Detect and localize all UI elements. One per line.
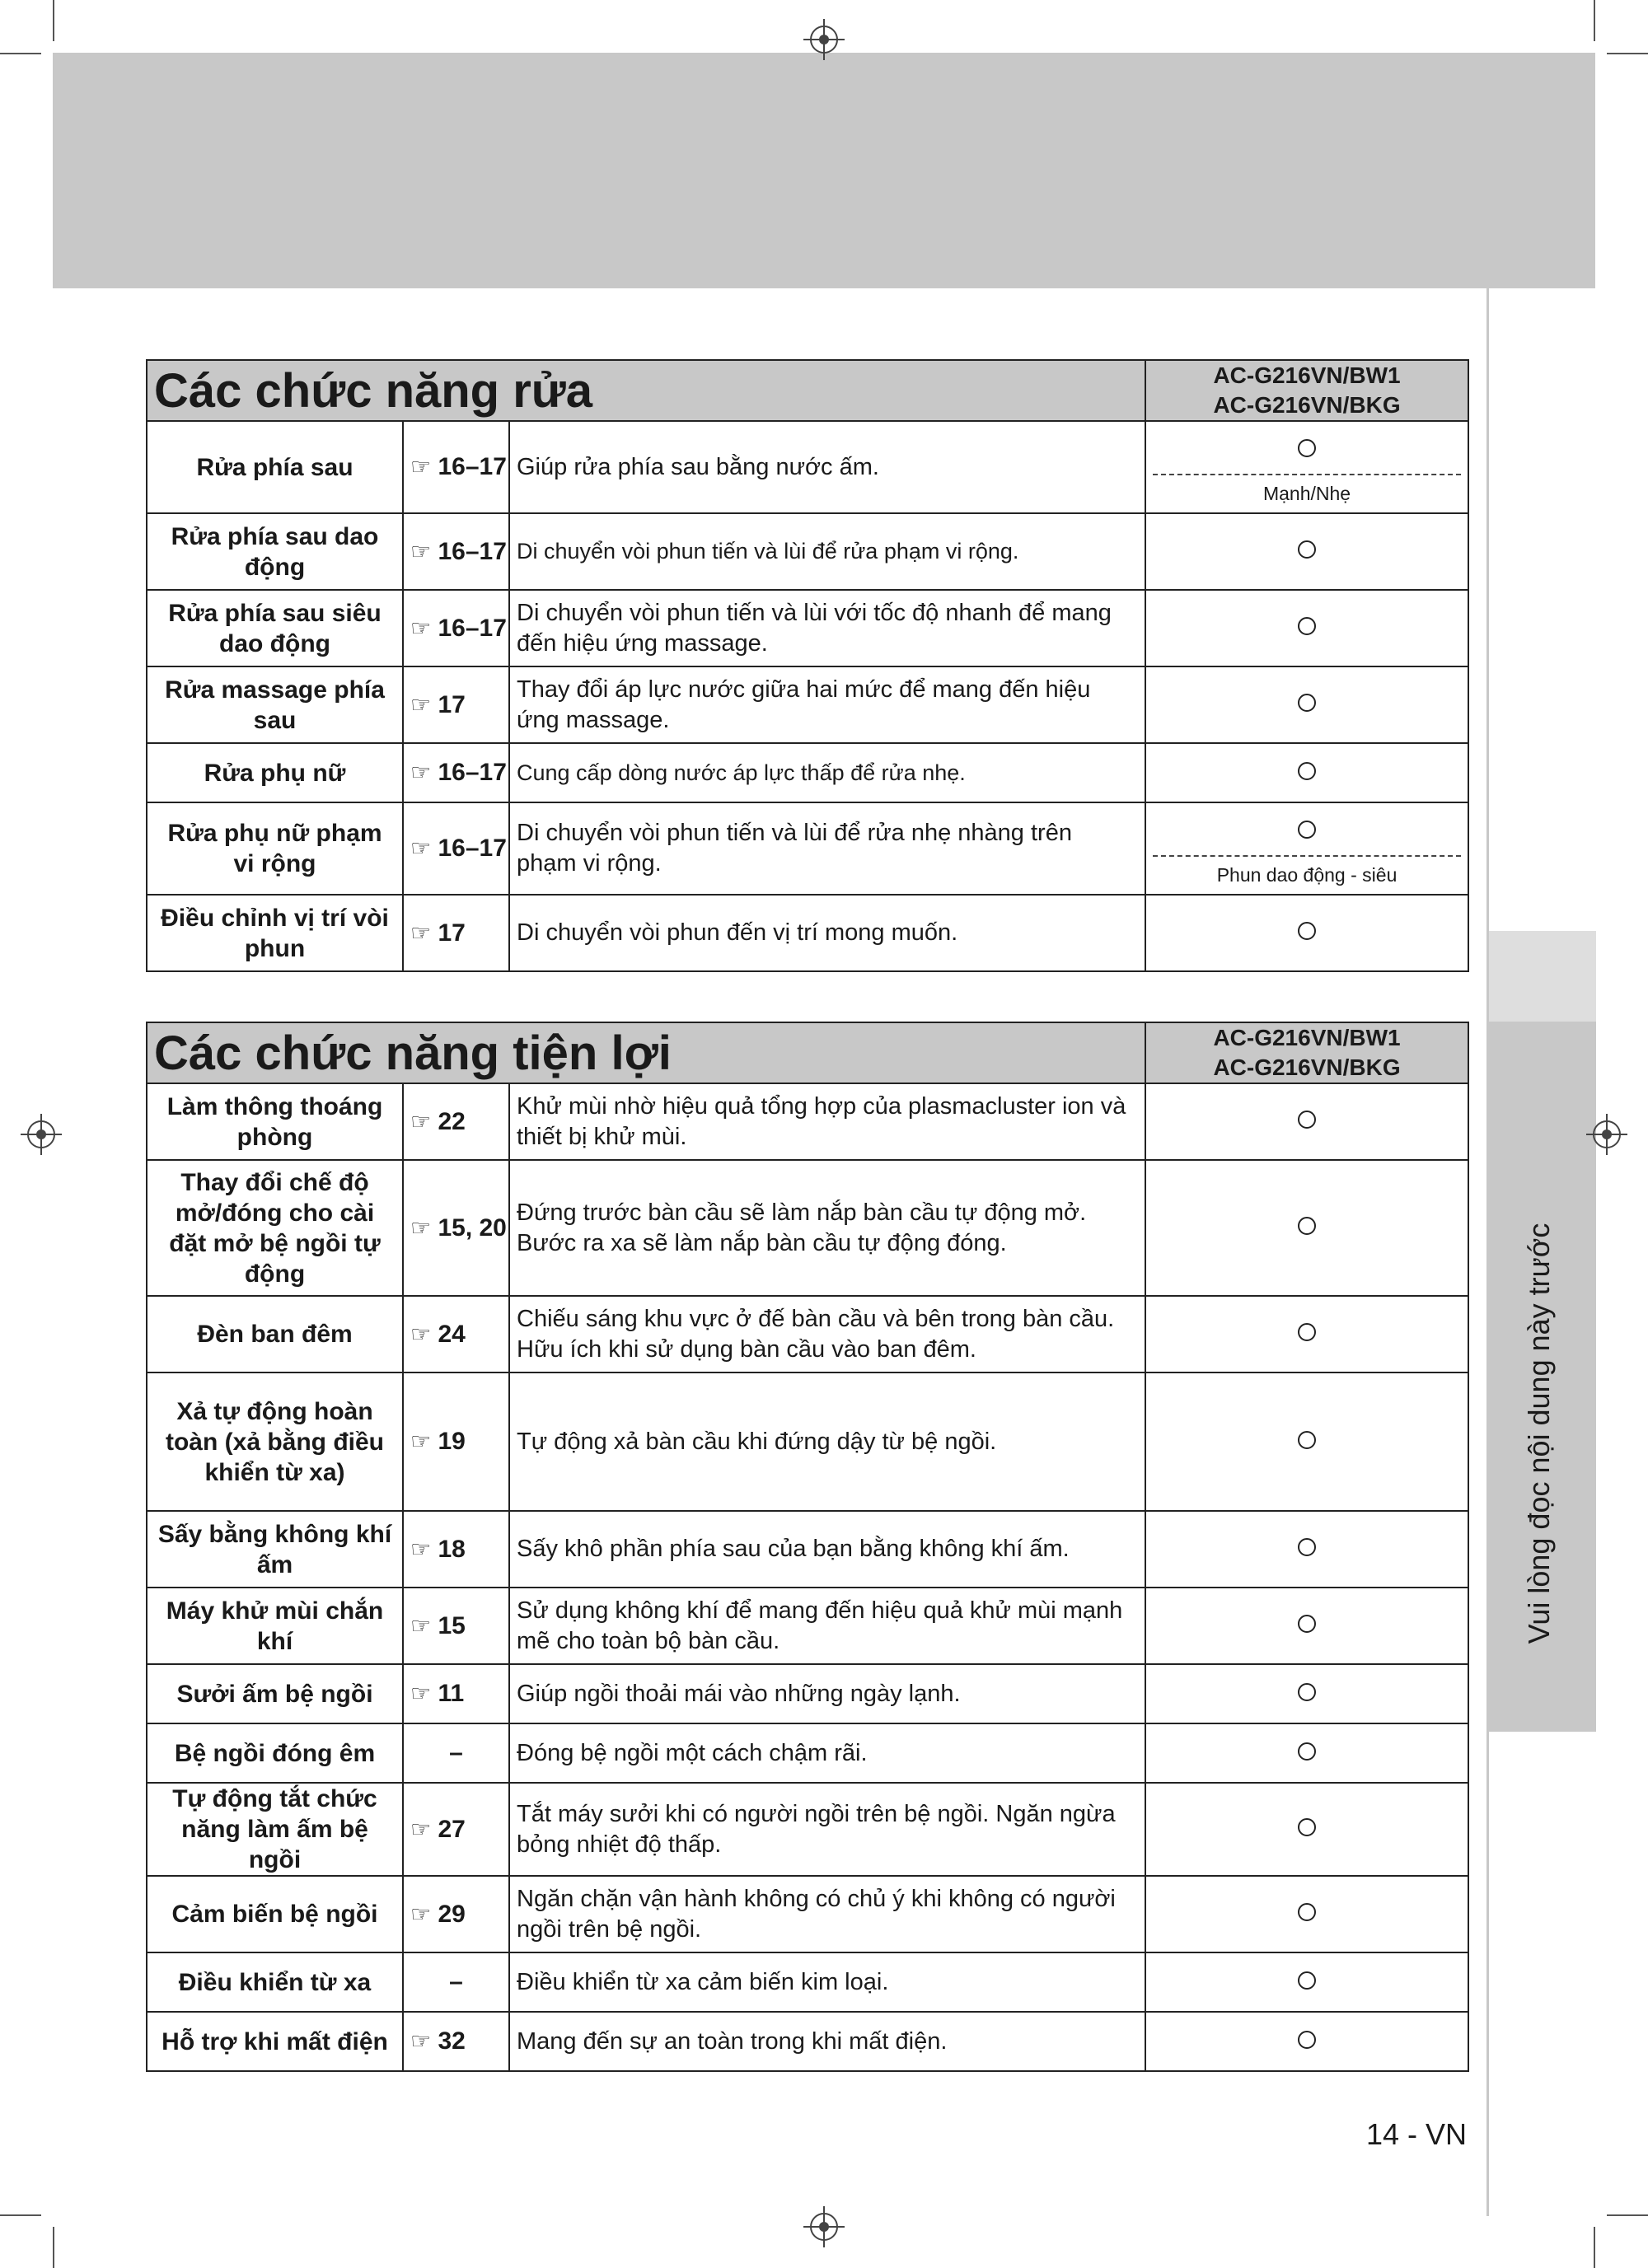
pointing-hand-icon: ☞ <box>410 919 432 946</box>
availability-cell <box>1145 1723 1468 1783</box>
table-row <box>147 1588 1468 1664</box>
table-row <box>147 1876 1468 1952</box>
availability-cell <box>1145 513 1468 590</box>
crop-mark <box>53 2227 54 2268</box>
crop-mark <box>0 2214 41 2216</box>
page-reference: ☞ 17 <box>403 895 509 971</box>
circle-mark-icon <box>1298 1971 1316 1990</box>
page-reference: ☞ 29 <box>403 1876 509 1952</box>
function-description: Ngăn chặn vận hành không có chủ ý khi không có người ngồi trên bệ ngồi. <box>509 1876 1145 1952</box>
function-description: Giúp rửa phía sau bằng nước ấm. <box>509 421 1145 513</box>
pointing-hand-icon: ☞ <box>410 1321 432 1347</box>
availability-cell <box>1145 666 1468 743</box>
table-row <box>147 1664 1468 1723</box>
table-row <box>147 421 1468 513</box>
page-reference: ☞ 32 <box>403 2012 509 2071</box>
function-description: Khử mùi nhờ hiệu quả tổng hợp của plasmacluster ion và thiết bị khử mùi. <box>509 1083 1145 1160</box>
circle-mark-icon <box>1298 1217 1316 1235</box>
availability-cell <box>1145 1160 1468 1296</box>
table-row <box>147 666 1468 743</box>
pointing-hand-icon: ☞ <box>410 1214 432 1241</box>
function-name: Rửa phía sau <box>147 421 403 513</box>
pointing-hand-icon: ☞ <box>410 760 432 785</box>
pointing-hand-icon: ☞ <box>410 1429 432 1454</box>
page-reference: ☞ 19 <box>403 1372 509 1511</box>
circle-mark-icon <box>1298 1615 1316 1633</box>
function-name: Sấy bằng không khí ấm <box>147 1511 403 1588</box>
function-name: Tự động tắt chức năng làm ấm bệ ngồi <box>147 1783 403 1876</box>
function-description: Tắt máy sưởi khi có người ngồi trên bệ ngồi. Ngăn ngừa bỏng nhiệt độ thấp. <box>509 1783 1145 1876</box>
circle-mark-icon <box>1298 617 1316 635</box>
model-line-1: AC-G216VN/BW1 <box>1213 362 1401 388</box>
function-name: Rửa phụ nữ phạm vi rộng <box>147 802 403 895</box>
pointing-hand-icon: ☞ <box>410 835 432 861</box>
page-reference: ☞ 18 <box>403 1511 509 1588</box>
washing-table-title: Các chức năng rửa <box>147 360 1145 421</box>
function-description: Đóng bệ ngồi một cách chậm rãi. <box>509 1723 1145 1783</box>
function-name: Rửa phía sau dao động <box>147 513 403 590</box>
crop-mark <box>1594 0 1595 41</box>
page-reference: ☞ 15 <box>403 1588 509 1664</box>
page-reference: ☞ 16–17 <box>403 421 509 513</box>
availability-cell <box>1145 1952 1468 2012</box>
function-description: Cung cấp dòng nước áp lực thấp để rửa nhẹ. <box>509 743 1145 802</box>
availability-cell <box>1145 1511 1468 1588</box>
pointing-hand-icon: ☞ <box>410 1536 432 1562</box>
table-row <box>147 1952 1468 2012</box>
function-name: Rửa massage phía sau <box>147 666 403 743</box>
crop-mark <box>1607 2214 1648 2216</box>
pointing-hand-icon: ☞ <box>410 1612 432 1639</box>
function-name: Điều khiển từ xa <box>147 1952 403 2012</box>
pointing-hand-icon: ☞ <box>410 615 432 641</box>
circle-mark-icon <box>1298 1903 1316 1921</box>
page-reference: ☞ 16–17 <box>403 590 509 666</box>
function-name: Thay đổi chế độ mở/đóng cho cài đặt mở bệ ngồi tự động <box>147 1160 403 1296</box>
availability-cell <box>1145 2012 1468 2071</box>
function-name: Rửa phụ nữ <box>147 743 403 802</box>
page-reference: ☞ 16–17 <box>403 802 509 895</box>
availability-cell <box>1145 421 1468 513</box>
model-header <box>1145 1022 1468 1083</box>
model-line-2: AC-G216VN/BKG <box>1213 1055 1401 1080</box>
table-row <box>147 1783 1468 1876</box>
convenience-functions-table <box>146 1022 1469 2072</box>
availability-cell <box>1145 1372 1468 1511</box>
page-reference: ☞ 15, 20 <box>403 1160 509 1296</box>
circle-mark-icon <box>1298 762 1316 780</box>
model-header <box>1145 360 1468 421</box>
side-tab-upper <box>1489 931 1596 1022</box>
circle-mark-icon <box>1298 1111 1316 1129</box>
convenience-table-title: Các chức năng tiện lợi <box>147 1022 1145 1083</box>
function-name: Cảm biến bệ ngồi <box>147 1876 403 1952</box>
page-reference: ☞ 24 <box>403 1296 509 1372</box>
availability-cell <box>1145 1083 1468 1160</box>
table-row <box>147 1160 1468 1296</box>
pointing-hand-icon: ☞ <box>410 454 432 479</box>
function-description: Sử dụng không khí để mang đến hiệu quả khử mùi mạnh mẽ cho toàn bộ bàn cầu. <box>509 1588 1145 1664</box>
registration-mark-top <box>810 26 838 54</box>
table-row <box>147 1723 1468 1783</box>
circle-mark-icon <box>1298 439 1316 457</box>
circle-mark-icon <box>1298 1683 1316 1701</box>
circle-mark-icon <box>1298 540 1316 559</box>
function-name: Rửa phía sau siêu dao động <box>147 590 403 666</box>
table-row <box>147 2012 1468 2071</box>
circle-mark-icon <box>1298 694 1316 712</box>
function-description: Di chuyển vòi phun tiến và lùi với tốc độ nhanh để mang đến hiệu ứng massage. <box>509 590 1145 666</box>
page-reference: – <box>403 1723 509 1783</box>
function-description: Giúp ngồi thoải mái vào những ngày lạnh. <box>509 1664 1145 1723</box>
pointing-hand-icon: ☞ <box>410 2028 432 2054</box>
function-description: Sấy khô phần phía sau của bạn bằng không khí ấm. <box>509 1511 1145 1588</box>
function-name: Sưởi ấm bệ ngồi <box>147 1664 403 1723</box>
crop-mark <box>0 53 41 54</box>
function-name: Máy khử mùi chắn khí <box>147 1588 403 1664</box>
function-description: Di chuyển vòi phun đến vị trí mong muốn. <box>509 895 1145 971</box>
mode-note: Phun dao động - siêu <box>1216 863 1398 886</box>
function-description: Di chuyển vòi phun tiến và lùi để rửa nhẹ nhàng trên phạm vi rộng. <box>509 802 1145 895</box>
function-name: Làm thông thoáng phòng <box>147 1083 403 1160</box>
function-description: Tự động xả bàn cầu khi đứng dậy từ bệ ngồi. <box>509 1372 1145 1511</box>
availability-cell <box>1145 802 1468 895</box>
registration-mark-right <box>1593 1120 1621 1148</box>
availability-cell <box>1145 1876 1468 1952</box>
function-name: Hỗ trợ khi mất điện <box>147 2012 403 2071</box>
availability-cell <box>1145 590 1468 666</box>
page-reference: ☞ 11 <box>403 1664 509 1723</box>
registration-mark-left <box>27 1120 55 1148</box>
availability-cell <box>1145 1588 1468 1664</box>
page-reference: ☞ 16–17 <box>403 743 509 802</box>
page-reference: ☞ 27 <box>403 1783 509 1876</box>
pointing-hand-icon: ☞ <box>410 1681 432 1706</box>
table-row <box>147 1372 1468 1511</box>
availability-cell <box>1145 895 1468 971</box>
registration-mark-bottom <box>810 2213 838 2241</box>
circle-mark-icon <box>1298 1538 1316 1556</box>
function-name: Đèn ban đêm <box>147 1296 403 1372</box>
pointing-hand-icon: ☞ <box>410 538 432 564</box>
function-name: Xả tự động hoàn toàn (xả bằng điều khiển từ xa) <box>147 1372 403 1511</box>
mode-note: Mạnh/Nhẹ <box>1262 482 1351 504</box>
crop-mark <box>1607 53 1648 54</box>
table-row <box>147 590 1468 666</box>
table-row <box>147 513 1468 590</box>
circle-mark-icon <box>1298 922 1316 940</box>
circle-mark-icon <box>1298 1742 1316 1761</box>
page-reference: – <box>403 1952 509 2012</box>
availability-cell <box>1145 743 1468 802</box>
function-description: Đứng trước bàn cầu sẽ làm nắp bàn cầu tự động mở. Bước ra xa sẽ làm nắp bàn cầu tự động đóng. <box>509 1160 1145 1296</box>
table-row <box>147 1296 1468 1372</box>
function-description: Thay đổi áp lực nước giữa hai mức để mang đến hiệu ứng massage. <box>509 666 1145 743</box>
function-description: Di chuyển vòi phun tiến và lùi để rửa phạm vi rộng. <box>509 513 1145 590</box>
page-reference: ☞ 16–17 <box>403 513 509 590</box>
circle-mark-icon <box>1298 821 1316 839</box>
table-row <box>147 1083 1468 1160</box>
availability-cell <box>1145 1783 1468 1876</box>
model-line-1: AC-G216VN/BW1 <box>1213 1025 1401 1050</box>
pointing-hand-icon: ☞ <box>410 1816 432 1842</box>
availability-cell <box>1145 1296 1468 1372</box>
side-tab-text: Vui lòng đọc nội dung này trước <box>1522 1223 1556 1644</box>
table-row <box>147 802 1468 895</box>
function-description: Mang đến sự an toàn trong khi mất điện. <box>509 2012 1145 2071</box>
page-reference: ☞ 17 <box>403 666 509 743</box>
table-row <box>147 895 1468 971</box>
function-description: Chiếu sáng khu vực ở đế bàn cầu và bên trong bàn cầu. Hữu ích khi sử dụng bàn cầu vào ban đêm. <box>509 1296 1145 1372</box>
washing-functions-table <box>146 359 1469 972</box>
table-row <box>147 743 1468 802</box>
pointing-hand-icon: ☞ <box>410 1108 432 1134</box>
circle-mark-icon <box>1298 1818 1316 1836</box>
model-line-2: AC-G216VN/BKG <box>1213 392 1401 418</box>
circle-mark-icon <box>1298 1323 1316 1341</box>
circle-mark-icon <box>1298 1431 1316 1449</box>
pointing-hand-icon: ☞ <box>410 1901 432 1927</box>
circle-mark-icon <box>1298 2031 1316 2049</box>
availability-cell <box>1145 1664 1468 1723</box>
header-band <box>53 53 1595 288</box>
function-name: Bệ ngồi đóng êm <box>147 1723 403 1783</box>
page-number: 14 - VN <box>1365 2117 1467 2151</box>
function-name: Điều chỉnh vị trí vòi phun <box>147 895 403 971</box>
pointing-hand-icon: ☞ <box>410 691 432 718</box>
table-row <box>147 1511 1468 1588</box>
page-reference: ☞ 22 <box>403 1083 509 1160</box>
function-description: Điều khiển từ xa cảm biến kim loại. <box>509 1952 1145 2012</box>
crop-mark <box>53 0 54 41</box>
crop-mark <box>1594 2227 1595 2268</box>
